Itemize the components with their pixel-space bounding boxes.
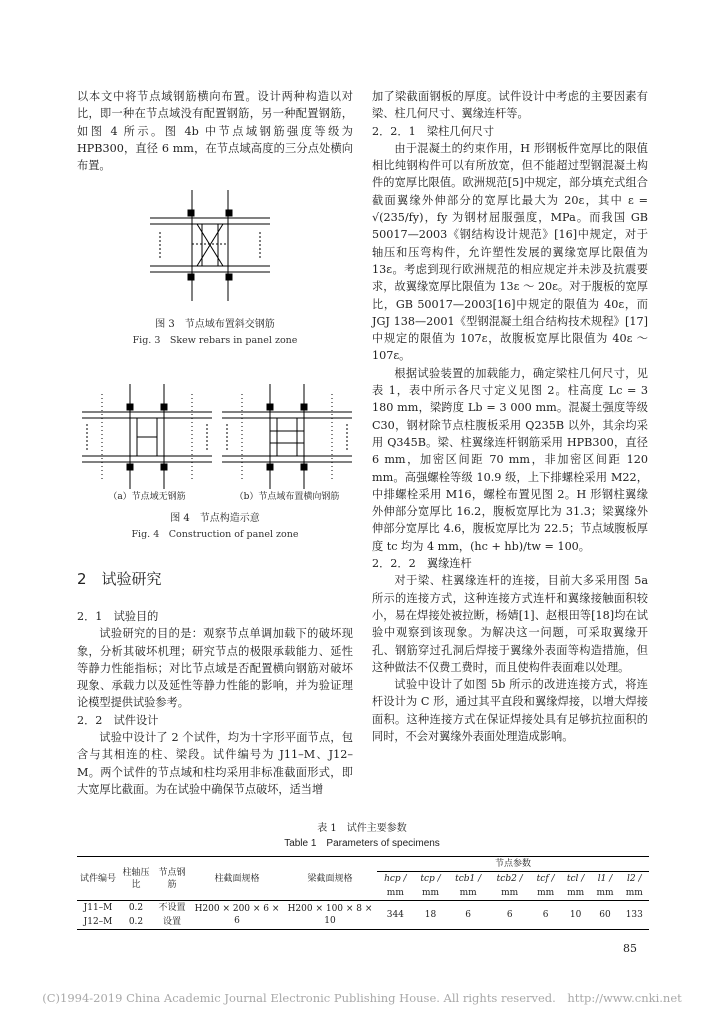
param-tcb1: tcb1 / xyxy=(455,874,482,884)
param-tcb2: tcb2 / xyxy=(496,874,523,884)
row-1-id: J11–M xyxy=(83,903,113,913)
section-2-2-1-heading: 2．2．1 梁柱几何尺寸 xyxy=(372,124,495,138)
param-hcp: hcp / xyxy=(384,874,407,884)
section-2-2-2-paragraph-1: 对于梁、柱翼缘连杆的连接，目前大多采用图 5a 所示的连接方式，这种连接方式连杆和翼缘接触面积较小，易在焊接处被拉断，杨婧[1]、赵根田等[18]均在试验中观察到该现象。为解决这一问题，可采取翼缘开孔、钢筋穿过孔洞后焊接于翼缘外表面等构造措施，但这种做法不仅费工费时，而且使构件表面难以处理。 xyxy=(372,574,648,674)
section-2-2-2-heading: 2．2．2 翼缘连杆 xyxy=(372,557,472,571)
beam-spec-cell: H200 × 100 × 8 × 10 xyxy=(283,901,377,930)
figure-4-caption-cn: 图 4 节点构造示意 xyxy=(170,513,260,524)
row-2-ratio: 0.2 xyxy=(119,915,153,930)
section-2-heading: 2 试验研究 xyxy=(77,570,162,588)
row-2-id: J12–M xyxy=(77,915,119,930)
param-l1: l1 / xyxy=(597,874,613,884)
specimen-parameters-table xyxy=(77,856,649,930)
unit-cell: mm xyxy=(377,886,414,901)
value-tcb1: 6 xyxy=(447,901,489,930)
section-2-2-1-paragraph-2: 根据试验装置的加载能力，确定梁柱几何尺寸，见表 1，表中所示各尺寸定义见图 2。柱高度 Lc = 3 180 mm，梁跨度 Lb = 3 000 mm。混凝土强度等级 C30，钢材除节点柱腹板采用 Q235B 以外，其余均采用 Q345B。梁、柱翼缘连杆钢筋采用 HPB300，直径 6 mm，加密区间距 70 mm，非加密区间距 120 mm。高强螺栓等级 10.9 级，上下排螺栓采用 M22，中排螺栓采用 M16，螺栓布置见图 2。H 形钢柱翼缘外伸部分宽厚比 16.2，腹板宽厚比为 31.3；梁翼缘外伸部分宽厚比 4.6，腹板宽厚比为 22.5；节点域腹板厚度 tc 均为 4 mm，(hc + hb)/tw = 100。 xyxy=(372,366,648,553)
column-spec-cell: H200 × 200 × 6 × 6 xyxy=(191,901,283,930)
value-hcp: 344 xyxy=(377,901,414,930)
unit-cell: mm xyxy=(447,886,489,901)
value-tcf: 6 xyxy=(530,901,560,930)
figure-3-caption-cn: 图 3 节点域布置斜交钢筋 xyxy=(155,319,275,330)
figure-4b-drawing xyxy=(222,384,352,489)
intro-paragraph: 以本文中将节点域钢筋横向布置。设计两种构造以对比，即一种在节点域没有配置钢筋，另一种配置钢筋，如图 4 所示。图 4b 中节点域钢筋强度等级为 HPB300，直径 6 mm，在节点域高度的三分点处横向布置。 xyxy=(77,90,353,173)
header-ratio: 柱轴压比 xyxy=(119,857,153,901)
section-2-1-heading: 2．1 试验目的 xyxy=(77,610,159,623)
param-l2: l2 / xyxy=(627,874,642,884)
copyright-footer: (C)1994-2019 China Academic Journal Electronic Publishing House. All rights reserved. http://www.cnki.net xyxy=(42,991,682,1005)
section-2-2-paragraph: 试验中设计了 2 个试件，均为十字形平面节点，包含与其相连的柱、梁段。试件编号为 J11–M、J12–M。两个试件的节点域和柱均采用非标准截面形式，即大宽厚比截面。为在试验中确保节点破坏，适当增 xyxy=(77,731,353,796)
header-column-spec: 柱截面规格 xyxy=(191,857,283,901)
header-id: 试件编号 xyxy=(77,857,119,901)
table-row xyxy=(77,901,649,916)
right-column xyxy=(372,88,648,745)
header-rebar: 节点钢筋 xyxy=(153,857,191,901)
table-1-caption-en: Table 1 Parameters of specimens xyxy=(284,838,440,849)
param-tcf: tcf / xyxy=(536,874,555,884)
value-l2: 133 xyxy=(620,901,649,930)
param-tcl: tcl / xyxy=(566,874,585,884)
row-1-rebar: 不设置 xyxy=(158,903,186,913)
header-beam-spec: 梁截面规格 xyxy=(283,857,377,901)
header-node-params: 节点参数 xyxy=(377,857,649,872)
value-tcb2: 6 xyxy=(489,901,531,930)
row-2-rebar: 设置 xyxy=(153,915,191,930)
figure-3-caption-en: Fig. 3 Skew rebars in panel zone xyxy=(132,335,298,346)
figure-4-caption-en: Fig. 4 Construction of panel zone xyxy=(131,529,299,540)
value-l1: 60 xyxy=(590,901,619,930)
section-2-2-1-paragraph-1: 由于混凝土的约束作用，H 形钢板件宽厚比的限值相比纯钢构件可以有所放宽，但不能超过型钢混凝土构件的宽厚比限值。欧洲规范[5]中规定，部分填充式组合截面翼缘外伸部分的宽厚比最大为 20ε，其中 ε = √(235/fy)，fy 为钢材屈服强度，MPa。而我国 GB 50017—2003《钢结构设计规范》[16]中规定，对于轴压和压弯构件，允许塑性发展的翼缘宽厚比限值为 13ε。考虑到现行欧洲规范的相应规定并未涉及抗震要求，故翼缘宽厚比限值为 13ε ～ 20ε。对于腹板的宽厚比，GB 50017—2003[16]中规定的限值为 40ε，而 JGJ 138—2001《型钢混凝土组合结构技术规程》[17]中规定的限值为 107ε，故腹板宽厚比限值为 40ε ～ 107ε。 xyxy=(372,141,648,363)
unit-cell: mm xyxy=(530,886,560,901)
value-tcp: 18 xyxy=(414,901,448,930)
unit-cell: mm xyxy=(489,886,531,901)
right-intro-paragraph: 加了梁截面钢板的厚度。试件设计中考虑的主要因素有梁、柱几何尺寸、翼缘连杆等。 xyxy=(372,90,648,121)
section-2-1-paragraph: 试验研究的目的是：观察节点单调加载下的破坏现象，分析其破坏机理；研究节点的极限承载能力、延性等静力性能指标；对比节点域是否配置横向钢筋对破坏现象、承载力以及延性等静力性能的影响，并为验证理论模型提供试验参考。 xyxy=(77,627,353,710)
left-intro xyxy=(77,88,353,174)
figure-4a-drawing xyxy=(82,384,212,489)
table-1-caption-cn: 表 1 试件主要参数 xyxy=(317,823,407,834)
section-2-2-2-paragraph-2: 试验中设计了如图 5b 所示的改进连接方式，将连杆设计为 C 形，通过其平直段和翼缘焊接，以增大焊接面积。这种连接方式在保证焊接处具有足够抗拉面积的同时，不会对翼缘外表面处理造成影响。 xyxy=(372,678,648,743)
value-tcl: 10 xyxy=(561,901,591,930)
param-tcp: tcp / xyxy=(420,874,441,884)
unit-cell: mm xyxy=(590,886,619,901)
unit-cell: mm xyxy=(620,886,649,901)
figure-4a-subcaption: （a）节点域无钢筋 xyxy=(108,492,186,502)
figure-4b-subcaption: （b）节点域布置横向钢筋 xyxy=(234,492,340,502)
section-2-2-heading: 2．2 试件设计 xyxy=(77,713,159,727)
left-section-text xyxy=(77,608,353,798)
figure-3-drawing xyxy=(150,188,270,303)
unit-cell: mm xyxy=(561,886,591,901)
page-number: 85 xyxy=(623,942,637,955)
row-1-ratio: 0.2 xyxy=(128,903,144,913)
unit-cell: mm xyxy=(414,886,448,901)
